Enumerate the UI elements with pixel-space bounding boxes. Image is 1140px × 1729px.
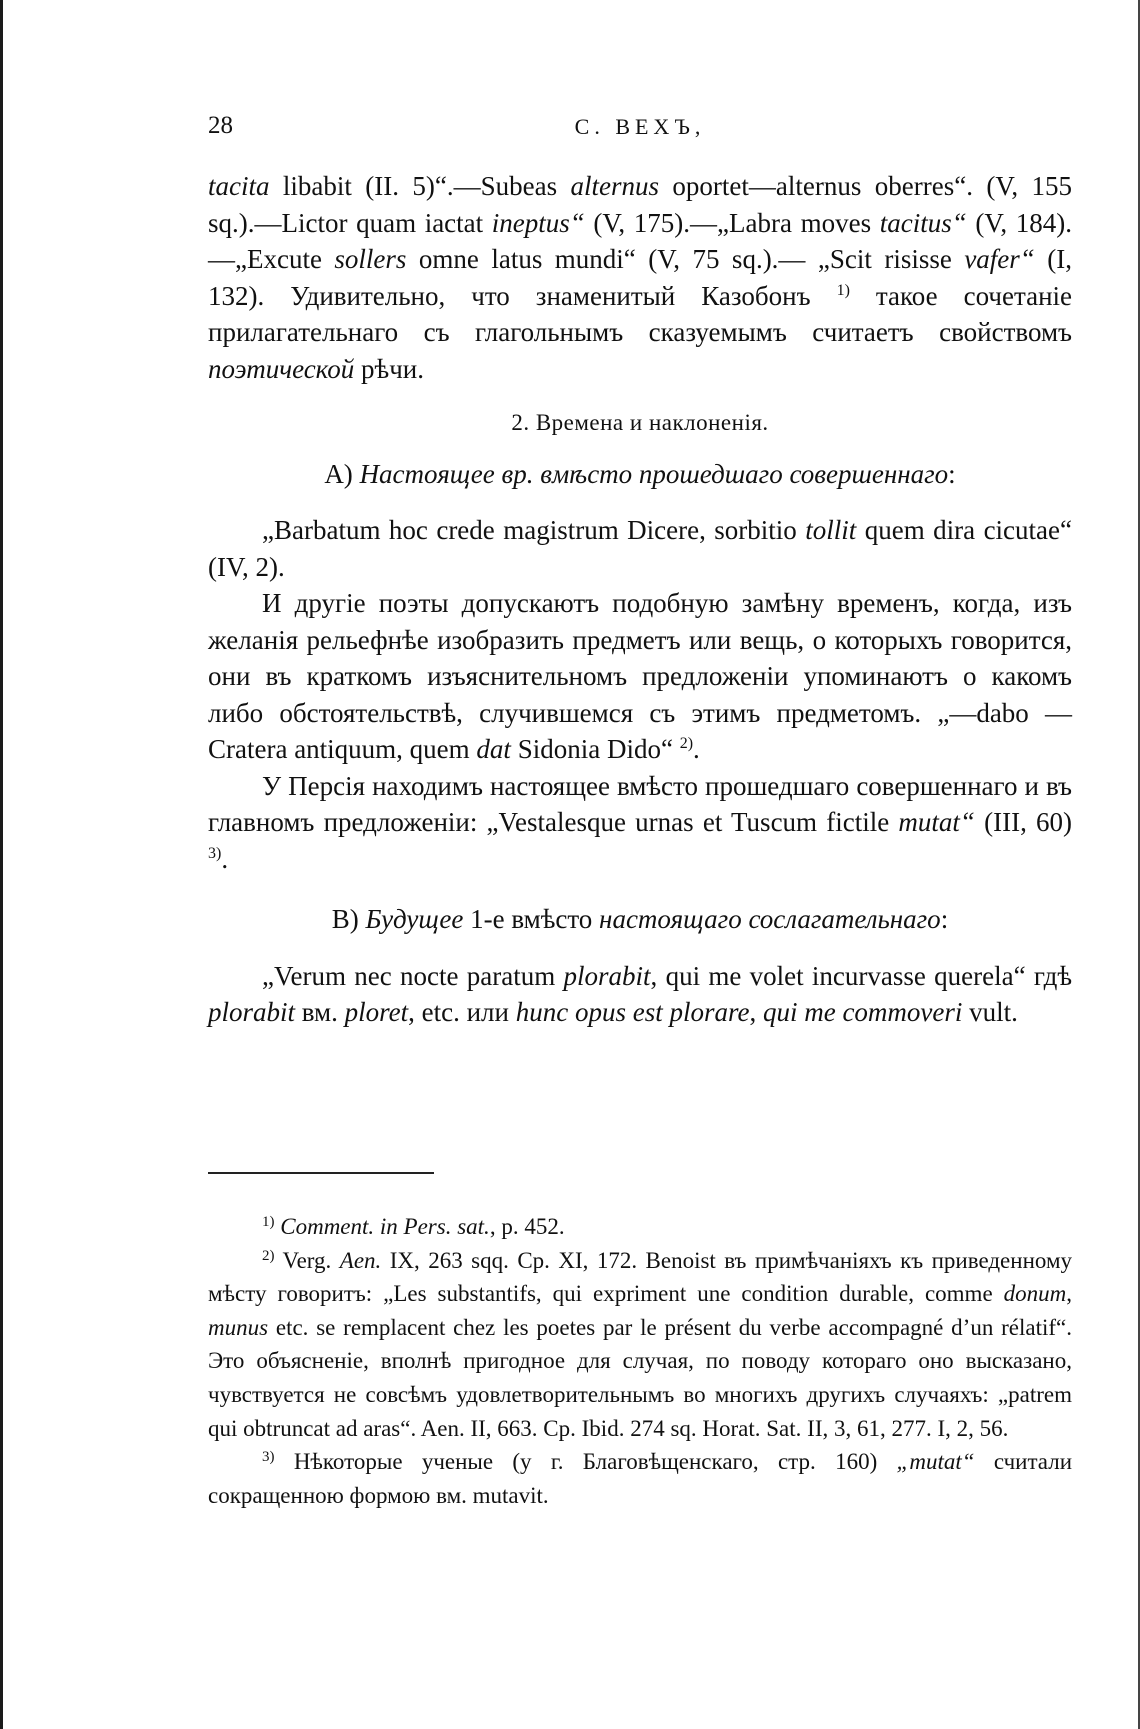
paragraph-text: (V, 184).—„Excute (208, 207, 1072, 274)
paragraph-text: (III, 60) (974, 807, 1072, 837)
paragraph-text: . (693, 734, 700, 764)
paragraph-text: libabit (II. 5)“.—Subeas (269, 171, 571, 201)
subsection-colon: : (940, 904, 949, 934)
latin-italic: ploret (344, 997, 409, 1027)
paragraph-text: У Персія находимъ настоящее вмѣсто прошедшаго совершеннаго и въ главномъ предложеніи: „Vestalesque urnas et Tuscum fictile (208, 770, 1072, 837)
footnote-mark-3: 3) (262, 1449, 275, 1466)
footnote-ref-2[interactable]: 2) (679, 735, 694, 752)
page-header (208, 112, 1072, 148)
subsection-text: 1-е вмѣсто (463, 904, 600, 934)
footnote-mark-2: 2) (262, 1247, 275, 1264)
quote-text: quem dira cicutae“ (IV, 2). (208, 515, 1072, 582)
footnote-italic: munus (208, 1314, 269, 1340)
footnote-text: , (1066, 1281, 1072, 1307)
subsection-b-title (208, 901, 1072, 938)
footnote-ref-3[interactable]: 3) (208, 844, 222, 862)
latin-italic: qui me commoveri (762, 997, 963, 1027)
subsection-heading: Будущее (365, 904, 464, 934)
latin-italic: hunc opus est plorare (515, 997, 750, 1027)
footnote-mark-1: 1) (262, 1214, 275, 1230)
subsection-colon: : (948, 458, 956, 489)
footnote-italic: Aen. (339, 1247, 382, 1273)
footnote-italic: donum (1003, 1281, 1067, 1307)
subsection-a-title (208, 456, 1072, 493)
paragraph-text: (V, 175).—„Labra moves (584, 207, 880, 238)
footnote-italic: „mutat“ (896, 1449, 975, 1475)
latin-italic: dat (476, 734, 511, 764)
quote-b (208, 958, 1072, 1031)
latin-italic: alternus (570, 171, 660, 201)
latin-italic: sollers (334, 244, 407, 274)
paragraph-text: oportet—alternus oberres“. (V, 155 sq.).—Lictor quam iactat (208, 171, 1072, 238)
page-number: 28 (208, 112, 233, 139)
subsection-letter: B) (331, 904, 366, 934)
paragraph-text: . (221, 843, 229, 874)
main-text (208, 168, 1072, 1031)
footnote-1 (208, 1210, 1072, 1244)
section-title: 2. Времена и наклоненія. (511, 410, 769, 435)
latin-italic: tacitus“ (879, 207, 967, 238)
footnote-text: Verg. (274, 1247, 340, 1273)
subsection-heading: настоящаго сослагательнаго (599, 904, 941, 934)
footnote-ref-1[interactable]: 1) (836, 281, 850, 299)
quote-text: „Verum nec nocte paratum (262, 960, 564, 991)
paragraph-text: omne latus mundi“ (V, 75 sq.).— „Scit risisse (406, 244, 965, 274)
quote-text: , etc. или (408, 997, 516, 1027)
latin-italic: mutat“ (898, 807, 975, 837)
subsection-letter: A) (324, 458, 360, 489)
paragraph-text: (I, 132). Удивительно, что знаменитый Казобонъ (208, 244, 1073, 311)
footnote-italic: Comment. in Pers. sat. (280, 1214, 490, 1239)
latin-italic: plorabit (208, 997, 296, 1027)
quote-text: вм. (295, 997, 345, 1027)
paragraph-text: рѣчи. (354, 353, 424, 384)
latin-italic: plorabit (563, 960, 651, 991)
footnote-text: , p. 452. (489, 1214, 565, 1239)
quote-a (208, 512, 1072, 585)
paragraph-1 (208, 168, 1072, 387)
latin-italic: vafer“ (964, 244, 1035, 274)
quote-text: , qui me volet incurvasse querela“ гдѣ (650, 960, 1072, 991)
paragraph-text: такое сочетаніе прилагательнаго съ глагольнымъ сказуемымъ считаетъ свойствомъ (208, 280, 1073, 347)
paragraph-text: И другіе поэты допускаютъ подобную замѣну временъ, когда, изъ желанія рельефнѣе изобразить предметъ или вещь, о которыхъ говорится, они въ краткомъ изъяснительномъ предложеніи упоминаютъ о какомъ либо обстоятельствѣ, случившемся съ этимъ предметомъ. „—dabo —Cratera antiquum, quem (208, 588, 1072, 764)
footnote-text: Нѣкоторые ученые (у г. Благовѣщенскаго, стр. 160) (274, 1449, 897, 1475)
latin-italic: tacita (208, 171, 270, 201)
page-edge-left (0, 0, 3, 1729)
footnote-2 (208, 1244, 1072, 1446)
footnote-text: etc. se remplacent chez les poetes par le présent du verbe accompagné d’un rélatif“. Это объясненіе, вполнѣ пригодное для случая, по поводу котораго оно высказано, чувствуется не совсѣмъ удовлетворительнымъ во многихъ другихъ случаяхъ: „patrem qui obtruncat ad aras“. Aen. II, 663. Cp. Ibid. 274 sq. Horat. Sat. II, 3, 61, 277. I, 2, 56. (208, 1314, 1072, 1441)
quote-text: , (749, 997, 763, 1027)
quote-text: „Barbatum hoc crede magistrum Dicere, sorbitio (262, 515, 806, 545)
emphasis-italic: поэтической (208, 353, 355, 384)
footnote-text: IX, 263 sqq. Cp. XI, 172. Benoist въ примѣчаніяхъ къ приведенному мѣсту говоритъ: „Les substantifs, qui expriment une condition durable, comme (208, 1247, 1072, 1307)
latin-italic: tollit (805, 515, 857, 545)
footnote-3 (208, 1445, 1072, 1512)
footnotes (208, 1210, 1072, 1512)
latin-italic: ineptus“ (491, 207, 585, 238)
paragraph-2 (208, 585, 1072, 768)
footnote-rule (208, 1172, 434, 1174)
subsection-heading: Настоящее вр. вмѣсто прошедшаго совершеннаго (359, 458, 949, 489)
footnote-text: считали сокращенною формою вм. mutavit. (208, 1449, 1072, 1508)
paragraph-3 (208, 768, 1072, 878)
running-head: С. ВЕХЪ, (574, 114, 706, 139)
quote-text: vult. (962, 997, 1018, 1027)
paragraph-text: Sidonia Dido“ (510, 734, 680, 764)
